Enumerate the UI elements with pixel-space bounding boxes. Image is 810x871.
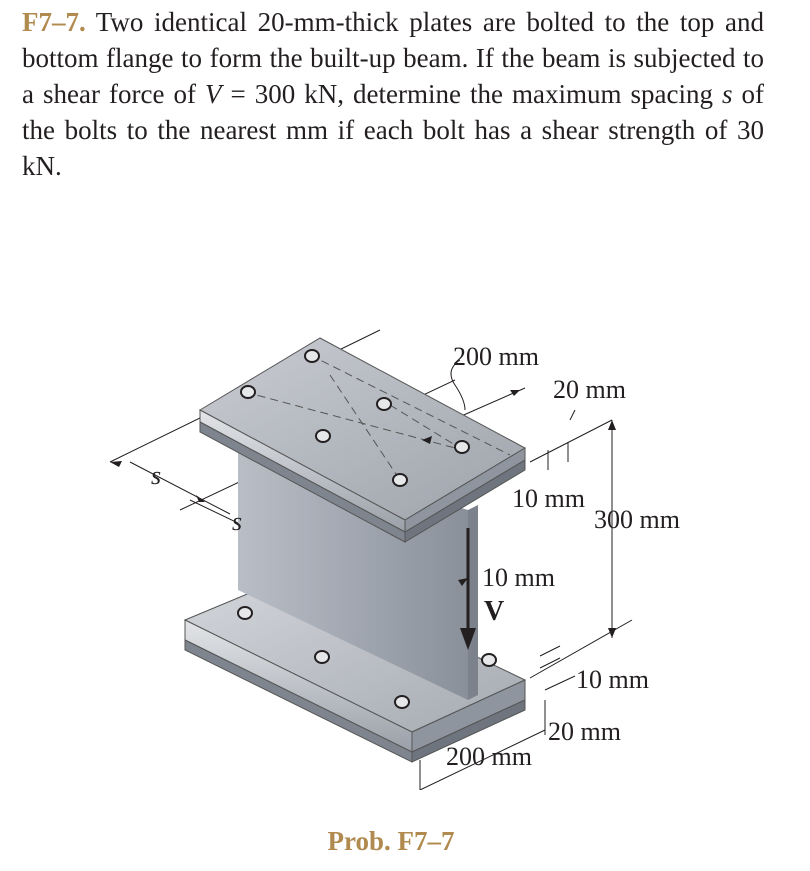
problem-text-1: Two identical 20-mm-thick plates are bolted to the top and bottom flange to form the built-up beam. If the beam is subjected to a shear force of: [22, 7, 764, 109]
problem-statement: [22, 4, 764, 184]
bolt-head-icon: [316, 430, 330, 442]
label-flange-top: 10 mm: [512, 484, 585, 513]
label-flange-bottom: 10 mm: [576, 665, 649, 694]
bolt-head-icon: [482, 654, 496, 666]
bolt-head-icon: [377, 398, 391, 410]
label-depth: 300 mm: [594, 505, 680, 534]
figure-caption: [0, 826, 810, 857]
label-spacing-1: s: [151, 461, 162, 490]
bolt-head-icon: [238, 607, 252, 619]
bolt-head-icon: [395, 696, 409, 708]
label-bottom-width: 200 mm: [446, 742, 532, 771]
bolt-head-icon: [393, 474, 407, 486]
variable-v: V: [204, 79, 222, 109]
bolt-head-icon: [455, 441, 469, 453]
label-plate-top: 20 mm: [553, 375, 626, 404]
beam-figure: [0, 320, 810, 790]
label-web: 10 mm: [482, 563, 555, 592]
caption-text: Prob. F7–7: [327, 826, 455, 856]
label-spacing-2: s: [232, 507, 243, 536]
bolt-head-icon: [305, 350, 319, 362]
variable-s: s: [721, 79, 733, 109]
bolt-head-icon: [241, 386, 255, 398]
bolt-head-icon: [315, 651, 329, 663]
problem-number: F7–7.: [22, 7, 86, 37]
label-top-width: 200 mm: [453, 342, 539, 371]
problem-text-3: of the bolts to the nearest mm if each bolt has a shear strength of 30 kN.: [22, 79, 764, 181]
problem-text-2: = 300 kN, determine the maximum spacing: [221, 79, 722, 109]
label-force: V: [484, 596, 505, 627]
label-plate-bottom: 20 mm: [548, 717, 621, 746]
